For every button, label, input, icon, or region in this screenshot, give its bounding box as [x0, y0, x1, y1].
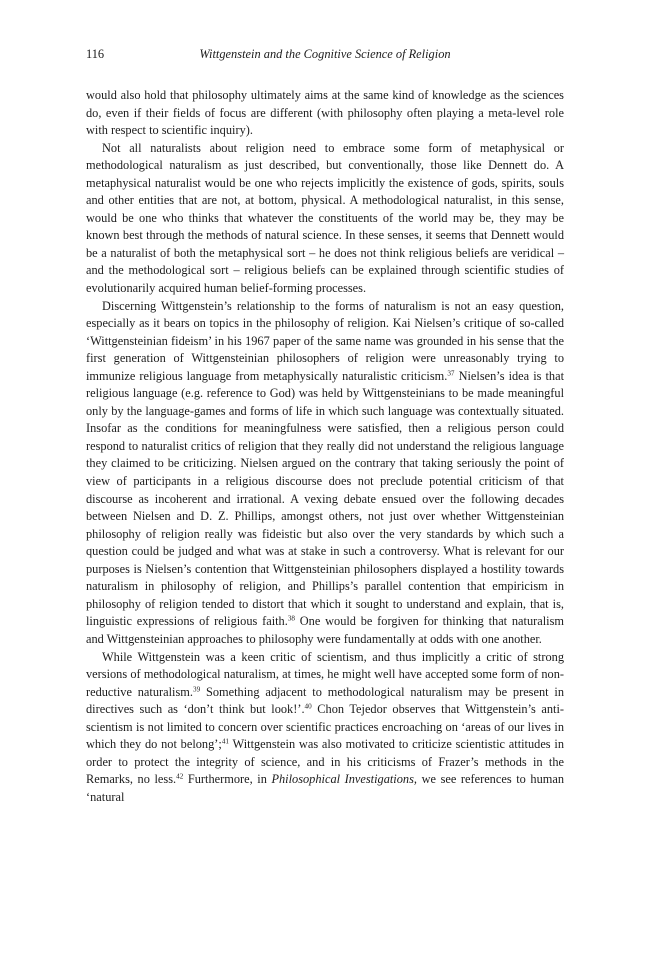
footnote-marker: 39: [192, 685, 201, 694]
text-run: Discerning Wittgenstein’s relationship to the forms of naturalism is not an easy question, especially as it bears on topics in the philosophy of religion. Kai Nielsen’s critique of so-called ‘Wittgensteinian fideism’ in his 1967 paper of the same name was grounded in his sense that the first generation of Wittgensteinian philosophers of religion were unreasonably trying to immunize religious language from metaphysically naturalistic criticism.: [86, 298, 564, 383]
text-run: would also hold that philosophy ultimately aims at the same kind of knowledge as the sciences do, even if their fields of focus are different (with philosophy often playing a meta-level role with respect to scientific inquiry).: [86, 88, 564, 138]
footnote-marker: 41: [221, 737, 229, 746]
paragraph: [86, 298, 564, 649]
footnote-marker: 38: [287, 614, 295, 623]
text-run: Something adjacent to methodological naturalism may be present in directives such as ‘don’t think but look!’.: [86, 684, 565, 717]
text-run: Wittgenstein was also motivated to criticize scientistic attitudes in order to protect the integrity of science, and in his criticisms of Frazer’s methods in the Remarks, no less.: [86, 737, 564, 787]
body-text: [86, 87, 564, 806]
text-run: While Wittgenstein was a keen critic of scientism, and thus implicitly a critic of strong versions of methodological naturalism, at times, he might well have accepted some form of non-reductive naturalism.: [86, 649, 564, 699]
footnote-marker: 42: [176, 772, 184, 781]
paragraph: [86, 87, 564, 140]
text-run: we see references to human ‘natural: [86, 772, 565, 804]
footnote-marker: 37: [447, 369, 455, 378]
running-title: Wittgenstein and the Cognitive Science of Religion: [199, 47, 451, 61]
text-run: Nielsen’s idea is that religious language (e.g. reference to God) was held by Wittgensteinians to be made meaningful only by the language-games and forms of life in which such language was contextually situated. Insofar as the conditions for meaningfulness were satisfied, then a religious person could respond to naturalist critics of religion that they really did not understand the religious language they claimed to be criticizing. Nielsen argued on the contrary that taking seriously the point of view of participants in a religious discourse does not preclude potential criticism of that discourse as incoherent and irrational. A vexing debate ensued over the following decades between Nielsen and D. Z. Phillips, amongst others, not just over whether Wittgensteinian philosophy of religion really was fideistic but also over the very standards by which such a question could be judged and what was at stake in such a controversy. What is relevant for our purposes is Nielsen’s contention that Wittgensteinian philosophers displayed a hostility towards naturalism in philosophy of religion, and Phillips’s parallel contention that empiricism in philosophy of religion tended to distort that which it sought to understand and explain, that is, linguistic expressions of religious faith.: [86, 368, 565, 629]
text-run: Not all naturalists about religion need to embrace some form of metaphysical or methodological naturalism as just described, but conventionally, those like Dennett do. A metaphysical naturalist would be one who rejects implicitly the existence of gods, spirits, souls and other entities that are not, at bottom, physical. A methodological naturalist, in this sense, would be one who thinks that whatever the constituents of the world may be, they may be known best through the methods of natural science. In these senses, it seems that Dennett would be a naturalist of both the metaphysical sort – he does not think religious beliefs are veridical – and the methodological sort – religious beliefs can be explained through scientific studies of evolutionarily acquired human belief-forming processes.: [86, 140, 564, 296]
text-run: Chon Tejedor observes that Wittgenstein’s anti-scientism is not limited to concern over scientific practices encroaching on ‘areas of our lives in which they do not belong’;: [86, 702, 564, 752]
text-run: Furthermore, in: [183, 772, 272, 787]
page-number: 116: [86, 47, 105, 61]
book-title-italic: Philosophical Investigations,: [271, 772, 417, 787]
book-page: [86, 44, 564, 806]
footnote-marker: 40: [304, 702, 312, 711]
text-run: One would be forgiven for thinking that naturalism and Wittgensteinian approaches to philosophy were fundamentally at odds with one another.: [86, 614, 564, 646]
paragraph: [86, 649, 564, 807]
paragraph: [86, 140, 564, 298]
running-head: [86, 44, 564, 68]
